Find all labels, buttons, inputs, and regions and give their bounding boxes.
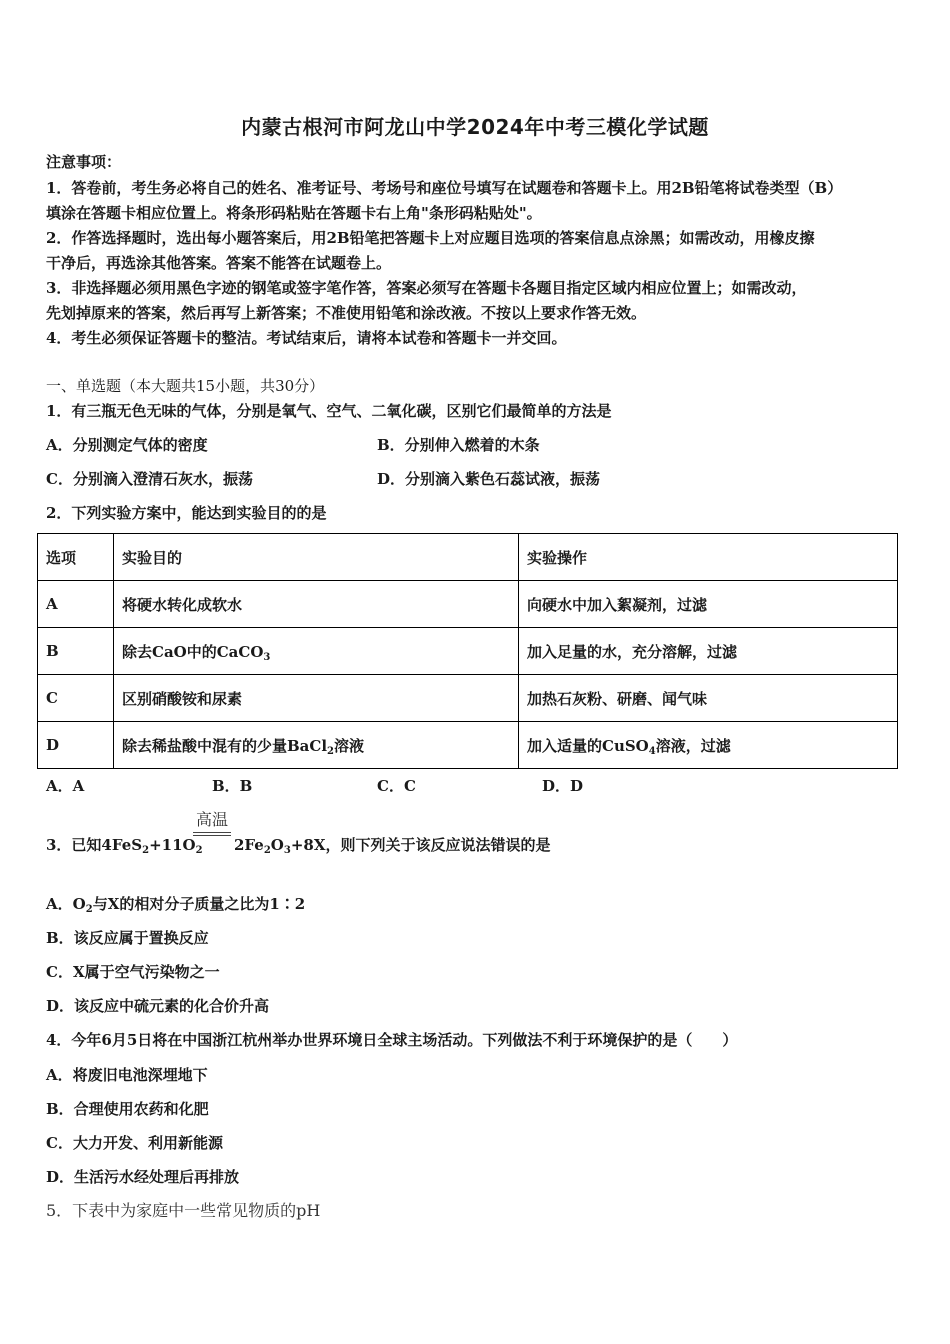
q2-option-b: B．B [212,777,253,795]
q1-option-b: B．分别伸入燃着的木条 [377,436,540,454]
q3-option-a [46,894,305,914]
notice-line-5: 3．非选择题必须用黑色字迹的钢笔或签字笔作答，答案必须写在答题卡各题目指定区域内相应位置上；如需改动， [46,279,807,297]
table-cell-operation [519,722,898,769]
equals-sign-top [193,832,231,833]
q3-option-a-text-post: 与X的相对分子质量之比为1∶2 [92,895,306,913]
q4-stem: 4．今年6月5日将在中国浙江杭州举办世界环境日全球主场活动。下列做法不利于环境保护的是（ ） [46,1031,738,1049]
op-text-post: 溶液，过滤 [655,736,731,755]
table-cell-goal: 将硬水转化成软水 [114,581,519,628]
table-header-option: 选项 [38,534,114,581]
q5-stem: 5．下表中为家庭中一些常见物质的pH [46,1201,321,1220]
q3-option-d: D．该反应中硫元素的化合价升高 [46,997,270,1015]
q3-stem-left [46,835,203,855]
q3-option-a-sub: 2 [85,904,93,915]
table-header-operation: 实验操作 [519,534,898,581]
q3-text: 2Fe [234,836,264,854]
notice-line-3: 2．作答选择题时，选出每小题答案后，用2B铅笔把答题卡上对应题目选项的答案信息点涂黑；如需改动，用橡皮擦 [46,229,815,247]
table-cell-key: D [38,722,114,769]
notice-line-7: 4．考生必须保证答题卡的整洁。考试结束后，请将本试卷和答题卡一并交回。 [46,329,567,347]
q3-sub: 2 [263,845,271,856]
notice-line-4: 干净后，再选涂其他答案。答案不能答在试题卷上。 [46,254,392,272]
q1-stem: 1．有三瓶无色无味的气体，分别是氧气、空气、二氧化碳，区别它们最简单的方法是 [46,402,612,420]
table-cell-goal [114,628,519,675]
notice-heading: 注意事项： [46,153,122,171]
table-cell-key: C [38,675,114,722]
q4-option-d: D．生活污水经处理后再排放 [46,1168,240,1186]
q1-option-c: C．分别滴入澄清石灰水，振荡 [46,470,253,488]
q3-text: +11O [149,836,196,854]
table-cell-operation: 加入足量的水，充分溶解，过滤 [519,628,898,675]
q4-option-b: B．合理使用农药和化肥 [46,1100,209,1118]
table-cell-goal: 区别硝酸铵和尿素 [114,675,519,722]
q1-option-d: D．分别滴入紫色石蕊试液，振荡 [377,470,601,488]
notice-line-6: 先划掉原来的答案，然后再写上新答案；不准使用铅笔和涂改液。不按以上要求作答无效。 [46,304,647,322]
q3-option-a-text: A．O [46,895,86,913]
table-header-row [38,534,898,581]
table-row [38,722,898,769]
table-cell-operation: 加热石灰粉、研磨、闻气味 [519,675,898,722]
op-text: 加入适量的CuSO [527,736,649,755]
table-cell-key: A [38,581,114,628]
notice-line-1: 1．答卷前，考生务必将自己的姓名、准考证号、考场号和座位号填写在试题卷和答题卡上。用2B铅笔将试卷类型（B） [46,179,843,197]
q2-option-a: A．A [46,777,85,795]
q4-option-a: A．将废旧电池深埋地下 [46,1066,208,1084]
q2-option-c: C．C [377,777,416,795]
page-title: 内蒙古根河市阿龙山中学2024年中考三模化学试题 [241,115,709,139]
q3-sub: 2 [195,845,203,856]
q2-option-d: D．D [542,777,584,795]
section-heading: 一、单选题（本大题共15小题，共30分） [46,377,325,395]
q3-text: O [270,836,284,854]
q3-stem-right [234,835,550,855]
op-subscript: 4 [648,745,656,757]
notice-line-2: 填涂在答题卡相应位置上。将条形码粘贴在答题卡右上角"条形码粘贴处"。 [46,204,542,222]
q3-sub: 3 [283,845,291,856]
table-row [38,581,898,628]
q3-option-c: C．X属于空气污染物之一 [46,963,220,981]
q1-option-a: A．分别测定气体的密度 [46,436,208,454]
goal-text-post: 溶液 [334,736,365,755]
table-cell-key: B [38,628,114,675]
goal-subscript: 3 [263,651,271,663]
table-cell-goal [114,722,519,769]
reaction-condition: 高温 [195,810,228,829]
q2-experiment-table [37,533,898,769]
table-row [38,675,898,722]
goal-text: 除去稀盐酸中混有的少量BaCl [122,736,328,755]
q2-stem: 2．下列实验方案中，能达到实验目的的是 [46,504,327,522]
q3-text: +8X，则下列关于该反应说法错误的是 [290,836,551,854]
table-header-goal: 实验目的 [114,534,519,581]
q3-text: 3．已知4FeS [46,836,143,854]
q3-sub: 2 [142,845,150,856]
table-row [38,628,898,675]
table-cell-operation: 向硬水中加入絮凝剂，过滤 [519,581,898,628]
goal-subscript: 2 [327,745,335,757]
q4-option-c: C．大力开发、利用新能源 [46,1134,223,1152]
q3-option-b: B．该反应属于置换反应 [46,929,209,947]
goal-text: 除去CaO中的CaCO [122,642,264,661]
